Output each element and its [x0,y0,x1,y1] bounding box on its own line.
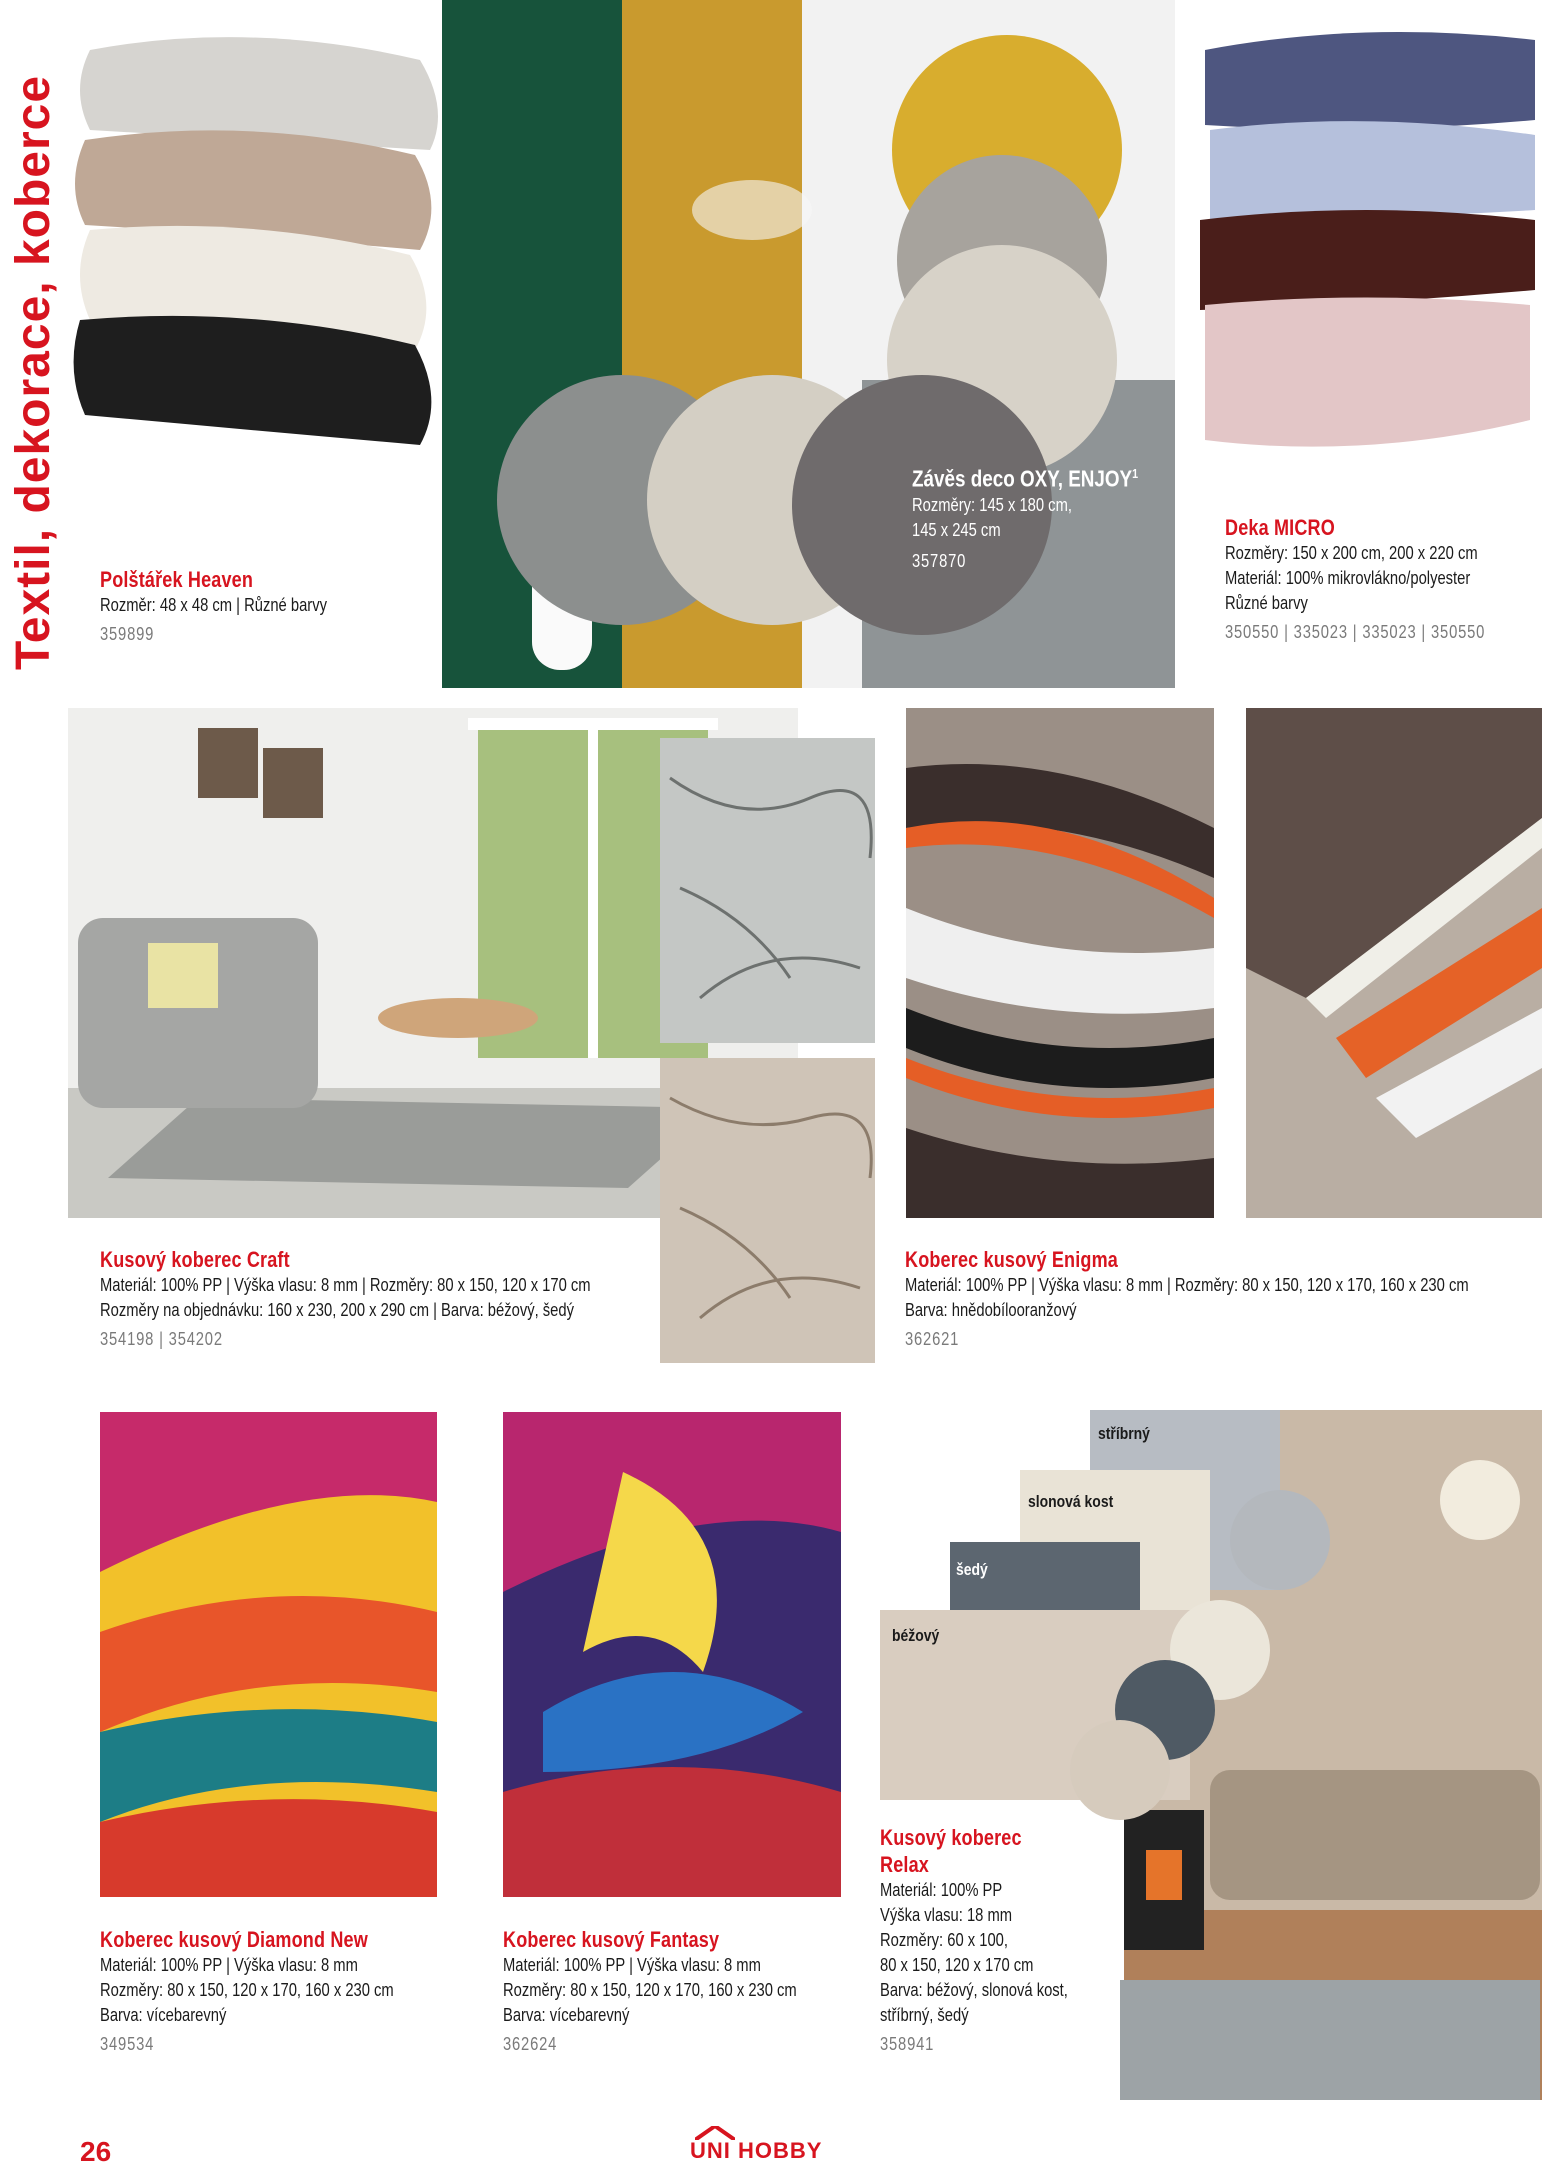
product-code: 362624 [503,2034,558,2054]
product-detail: Rozměry: 150 x 200 cm, 200 x 220 cm [1225,543,1478,563]
product-code: 362621 [905,1329,960,1349]
product-detail: Materiál: 100% PP | Výška vlasu: 8 mm | Rozměry: 80 x 150, 120 x 170 cm [100,1275,591,1295]
curtains-image [442,0,1175,688]
product-title: Kusový koberec Craft [100,1247,290,1272]
product-code: 357870 [912,550,967,571]
product-craft [100,1246,698,1352]
product-detail: 80 x 150, 120 x 170 cm [880,1955,1034,1975]
swatch-label-silver: stříbrný [1098,1424,1150,1443]
footnote-marker: 1 [1132,466,1139,481]
blankets-image [1195,20,1540,460]
product-detail: Rozměry: 80 x 150, 120 x 170, 160 x 230 cm [503,1980,797,2000]
product-title: Polštářek Heaven [100,567,254,592]
product-curtain [912,460,1188,574]
product-detail: Výška vlasu: 18 mm [880,1905,1013,1925]
product-detail: stříbrný, šedý [880,2005,969,2025]
house-roof-icon [695,2126,735,2140]
product-detail: Rozměry na objednávku: 160 x 230, 200 x 290 cm | Barva: béžový, šedý [100,1300,574,1320]
product-detail: Rozměry: 60 x 100, [880,1930,1008,1950]
product-title: Relax [880,1852,929,1877]
product-enigma [905,1246,1550,1352]
product-fantasy [503,1926,861,2057]
brand-logo [690,2138,822,2164]
page-number: 26 [80,2136,112,2167]
product-code: 358941 [880,2034,935,2054]
product-title: Kusový koberec [880,1825,1022,1850]
product-detail: Barva: hnědobílooranžový [905,1300,1077,1320]
product-code: 350550 | 335023 | 335023 | 350550 [1225,622,1486,642]
product-code: 349534 [100,2034,155,2054]
product-detail: 145 x 245 cm [912,519,1001,540]
product-detail: Různé barvy [1225,593,1308,613]
product-micro [1225,514,1542,645]
diamond-rug-image [100,1412,437,1897]
product-diamond [100,1926,458,2057]
enigma-rug-image [906,708,1214,1218]
pillows-image [70,20,440,460]
product-code: 354198 | 354202 [100,1329,223,1349]
enigma-detail-image [1246,708,1542,1218]
swatch-label-ivory: slonová kost [1028,1492,1114,1511]
product-detail: Materiál: 100% mikrovlákno/polyester [1225,568,1471,588]
product-title: Koberec kusový Enigma [905,1247,1118,1272]
product-title: Závěs deco OXY, ENJOY [912,465,1133,492]
product-detail: Barva: béžový, slonová kost, [880,1980,1068,2000]
product-detail: Rozměry: 145 x 180 cm, [912,494,1072,515]
product-detail: Rozměr: 48 x 48 cm | Různé barvy [100,595,327,615]
product-detail: Materiál: 100% PP | Výška vlasu: 8 mm [100,1955,358,1975]
product-detail: Materiál: 100% PP [880,1880,1003,1900]
product-title: Deka MICRO [1225,515,1335,540]
swatch-label-beige: béžový [892,1626,940,1645]
product-detail: Barva: vícebarevný [503,2005,630,2025]
product-title: Koberec kusový Diamond New [100,1927,368,1952]
product-relax [880,1824,1109,2057]
product-detail: Rozměry: 80 x 150, 120 x 170, 160 x 230 cm [100,1980,394,2000]
section-title: Textil, dekorace, koberce [7,74,60,670]
product-title: Koberec kusový Fantasy [503,1927,720,1952]
product-detail: Materiál: 100% PP | Výška vlasu: 8 mm [503,1955,761,1975]
product-detail: Materiál: 100% PP | Výška vlasu: 8 mm | Rozměry: 80 x 150, 120 x 170, 160 x 230 cm [905,1275,1469,1295]
brand-name: UNI HOBBY [690,2138,823,2163]
product-heaven [100,566,377,647]
product-detail: Barva: vícebarevný [100,2005,227,2025]
swatch-label-grey: šedý [956,1560,988,1579]
product-code: 359899 [100,624,155,644]
fantasy-rug-image [503,1412,841,1897]
